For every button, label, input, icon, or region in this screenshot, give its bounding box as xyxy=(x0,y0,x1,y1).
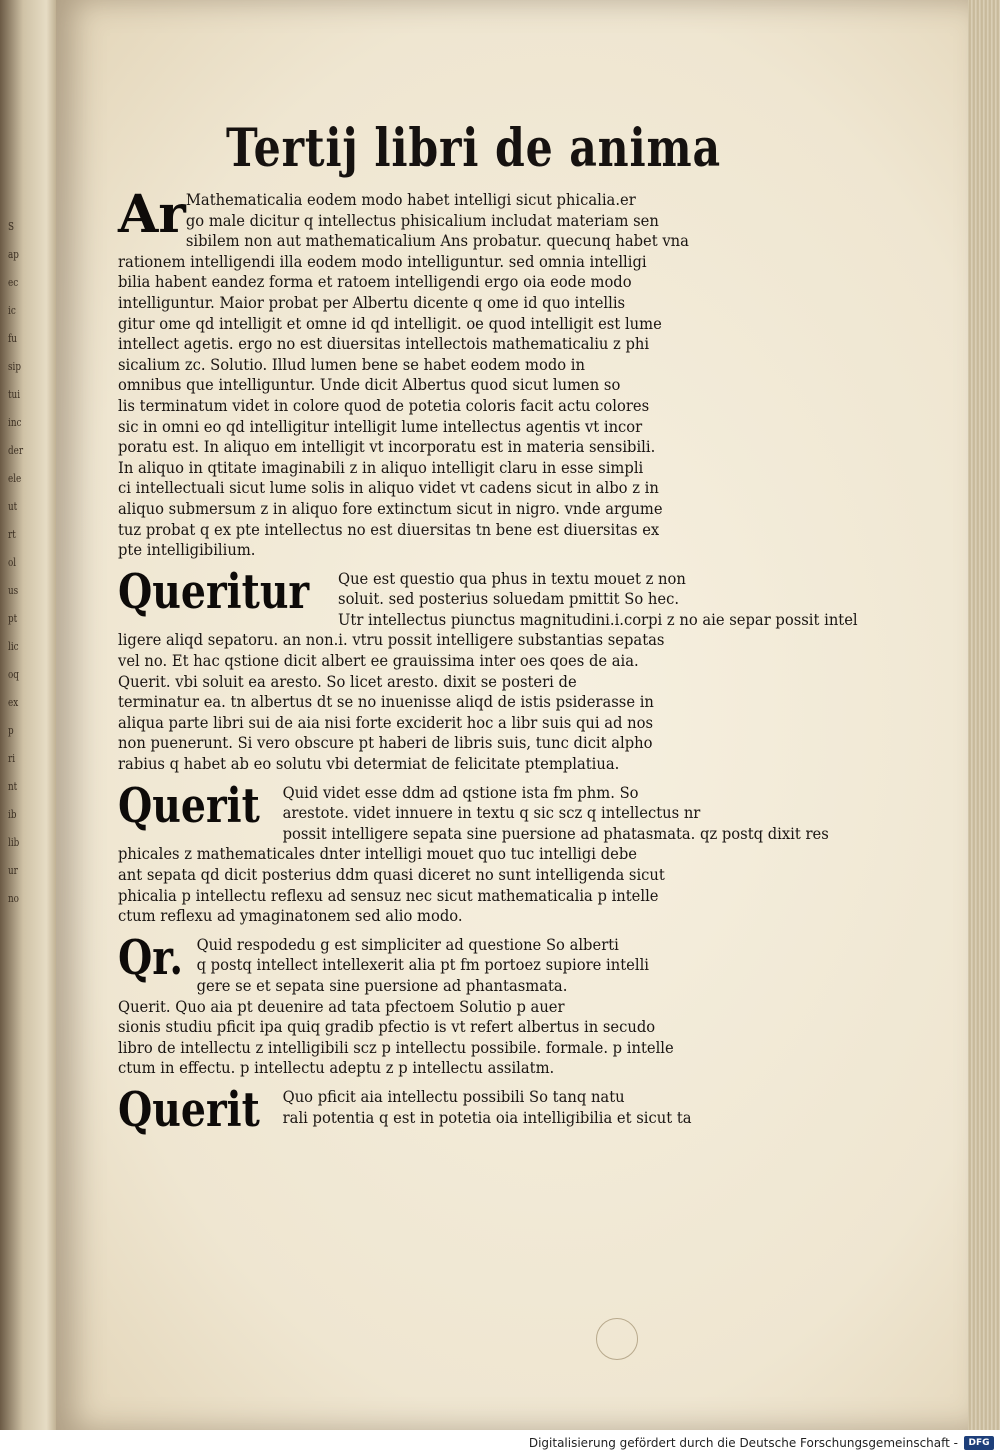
left-page-fragment: lib xyxy=(8,836,20,849)
dfg-logo: DFG xyxy=(964,1436,994,1450)
footer-text: Digitalisierung gefördert durch die Deutsche Forschungsgemeinschaft - xyxy=(528,1436,958,1450)
dropcap: Querit xyxy=(118,1081,260,1138)
left-page-fragment: tui xyxy=(8,388,21,401)
paper-hole xyxy=(596,1318,638,1360)
paragraph-5 xyxy=(118,1081,808,1138)
left-page-fragment: sip xyxy=(8,360,21,373)
text-line: Quo pficit aia intellectu possibili So tanq natu xyxy=(282,1086,625,1106)
text-line: rali potentia q est in potetia oia intelligibilia et sicut ta xyxy=(282,1107,692,1127)
paragraph-lines xyxy=(118,563,858,775)
paragraph-1 xyxy=(118,184,808,561)
text-line: tuz probat q ex pte intellectus no est diuersitas tn bene est diuersitas ex xyxy=(118,519,660,539)
paragraph-2 xyxy=(118,563,858,775)
text-line: ctum reflexu ad ymaginatonem sed alio modo. xyxy=(118,906,463,926)
left-page-fragment: S xyxy=(8,220,15,233)
text-line: libro de intellectu z intelligibili scz p intellectu possibile. formale. p intelle xyxy=(118,1037,674,1057)
text-line: soluit. sed posterius soluedam pmittit So hec. xyxy=(338,589,679,609)
left-page-fragment: pt xyxy=(8,612,18,625)
left-page-fragment: no xyxy=(8,892,19,905)
text-line: Que est questio qua phus in textu mouet z non xyxy=(338,568,686,588)
text-line: lis terminatum videt in colore quod de potetia coloris facit actu colores xyxy=(118,395,650,415)
text-line: Querit. Quo aia pt deuenire ad tata pfectoem Solutio p auer xyxy=(118,996,565,1016)
left-page-fragment: lic xyxy=(8,640,19,653)
left-page-fragment: ap xyxy=(8,248,19,261)
left-page-fragment: ut xyxy=(8,500,18,513)
text-line: Mathematicalia eodem modo habet intelligi sicut phicalia.er xyxy=(185,190,636,209)
left-page-fragment: inc xyxy=(8,416,22,429)
text-line: Quid respodedu g est simpliciter ad questione So alberti xyxy=(196,934,619,954)
paragraph-lines xyxy=(118,929,808,1079)
left-page-fragment: ele xyxy=(8,472,22,485)
text-line: In aliquo in qtitate imaginabili z in aliquo intelligit claru in esse simpli xyxy=(118,457,644,477)
dropcap: Qr. xyxy=(118,929,184,986)
book-page xyxy=(56,0,968,1430)
paragraph-lines xyxy=(118,1087,808,1128)
paragraph-4 xyxy=(118,929,808,1079)
text-line: non puenerunt. Si vero obscure pt haberi de libris suis, tunc dicit alpho xyxy=(118,733,653,753)
left-page-fragment: rt xyxy=(8,528,16,541)
dropcap: Ar xyxy=(118,184,186,245)
text-line: terminatur ea. tn albertus dt se no inuenisse aliqd de istis psiderasse in xyxy=(118,692,654,712)
left-page-fragment: fu xyxy=(8,332,17,345)
left-page-edge xyxy=(0,0,58,1430)
text-line: phicales z mathematicales dnter intelligi mouet quo tuc intelligi debe xyxy=(118,844,637,864)
text-line: gitur ome qd intelligit et omne id qd intelligit. oe quod intelligit est lume xyxy=(118,313,662,333)
left-page-fragment: ex xyxy=(8,696,19,709)
text-line: Querit. vbi soluit ea aresto. So licet aresto. dixit se posteri de xyxy=(118,671,577,691)
text-line: poratu est. In aliquo em intelligit vt incorporatu est in materia sensibili. xyxy=(118,437,656,457)
left-page-fragment: ic xyxy=(8,304,16,317)
text-line: sibilem non aut mathematicalium Ans probatur. quecunq habet vna xyxy=(185,231,689,251)
dropcap: Queritur xyxy=(118,563,310,620)
running-head: Tertij libri de anima xyxy=(226,118,721,179)
text-line: phicalia p intellectu reflexu ad sensuz nec sicut mathematicalia p intelle xyxy=(118,885,659,905)
text-line: rabius q habet ab eo solutu vbi determiat de felicitate ptemplatiua. xyxy=(118,754,620,774)
main-text xyxy=(118,184,858,1138)
text-line: sionis studiu pficit ipa quiq gradib pfectio is vt refert albertus in secudo xyxy=(118,1017,656,1037)
left-page-fragment: ol xyxy=(8,556,17,569)
footer-bar xyxy=(0,1430,1000,1456)
paragraph-lines xyxy=(118,184,808,561)
text-line: aliqua parte libri sui de aia nisi forte exciderit hoc a libr suis qui ad nos xyxy=(118,712,654,732)
text-line: sicalium zc. Solutio. Illud lumen bene se habet eodem modo in xyxy=(118,354,585,374)
text-line: ligere aliqd sepatoru. an non.i. vtru possit intelligere substantias sepatas xyxy=(118,630,665,650)
left-page-fragment: ib xyxy=(8,808,17,821)
text-line: sic in omni eo qd intelligitur intelligit lume intellectus agentis vt incor xyxy=(118,416,643,436)
page-stack-edge xyxy=(964,0,1000,1430)
left-page-fragment: der xyxy=(8,444,24,457)
text-line: aliquo submersum z in aliquo fore extinctum sicut in nigro. vnde argume xyxy=(118,498,663,518)
text-line: omnibus que intelliguntur. Unde dicit Albertus quod sicut lumen so xyxy=(118,375,621,395)
text-line: arestote. videt innuere in textu q sic scz q intellectus nr xyxy=(282,803,701,823)
left-page-fragment: p xyxy=(8,724,14,737)
text-line: Utr intellectus piunctus magnitudini.i.corpi z no aie separ possit intel xyxy=(338,609,858,629)
text-line: Quid videt esse ddm ad qstione ista fm phm. So xyxy=(282,782,639,802)
text-line: go male dicitur q intellectus phisicalium includat materiam sen xyxy=(185,210,659,230)
text-line: vel no. Et hac qstione dicit albert ee grauissima inter oes qoes de aia. xyxy=(118,651,639,671)
text-line: possit intelligere sepata sine puersione ad phatasmata. qz postq dixit res xyxy=(282,823,829,843)
paragraph-lines xyxy=(118,777,829,927)
left-page-fragment: ri xyxy=(8,752,16,765)
left-page-fragment: oq xyxy=(8,668,19,681)
text-line: bilia habent eandez forma et ratoem intelligendi ergo oia eode modo xyxy=(118,272,632,292)
text-line: ctum in effectu. p intellectu adeptu z p intellectu assilatm. xyxy=(118,1058,555,1078)
left-page-fragment: ur xyxy=(8,864,18,877)
text-line: pte intelligibilium. xyxy=(118,540,256,560)
text-line: q postq intellect intellexerit alia pt fm portoez supiore intelli xyxy=(196,955,649,975)
left-page-fragment: nt xyxy=(8,780,18,793)
left-page-fragment: us xyxy=(8,584,19,597)
text-line: gere se et sepata sine puersione ad phantasmata. xyxy=(196,975,568,995)
text-line: intelliguntur. Maior probat per Albertu dicente q ome id quo intellis xyxy=(118,292,626,312)
text-line: ant sepata qd dicit posterius ddm quasi diceret no sunt intelligenda sicut xyxy=(118,865,665,884)
text-line: rationem intelligendi illa eodem modo intelliguntur. sed omnia intelligi xyxy=(118,251,647,271)
left-page-fragment: ec xyxy=(8,276,19,289)
paragraph-3 xyxy=(118,777,829,927)
text-line: ci intellectuali sicut lume solis in aliquo videt vt cadens sicut in albo z in xyxy=(118,478,659,498)
dropcap: Querit xyxy=(118,777,260,834)
text-line: intellect agetis. ergo no est diuersitas intellectois mathematicaliu z phi xyxy=(118,334,650,354)
